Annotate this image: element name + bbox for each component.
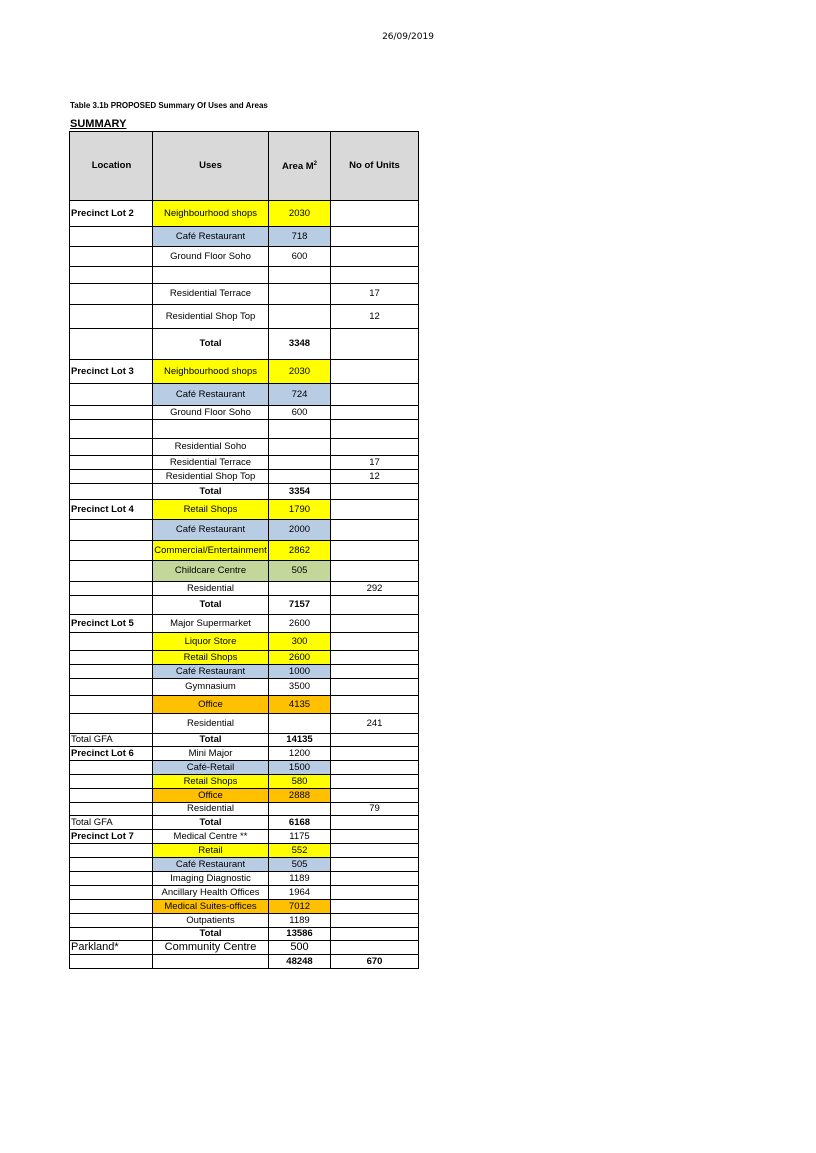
cell-use: Gymnasium	[153, 679, 269, 696]
cell-units	[331, 872, 419, 886]
cell-use: Imaging Diagnostic	[153, 872, 269, 886]
cell-use: Residential	[153, 714, 269, 734]
cell-area: 2000	[269, 520, 331, 541]
cell-area: 1790	[269, 500, 331, 520]
cell-location: Total GFA	[70, 734, 153, 747]
table-row	[70, 406, 419, 420]
cell-area: 600	[269, 406, 331, 420]
table-row	[70, 714, 419, 734]
cell-use: Ground Floor Soho	[153, 406, 269, 420]
cell-location	[70, 227, 153, 247]
cell-units	[331, 633, 419, 651]
cell-location: Precinct Lot 2	[70, 201, 153, 227]
cell-location	[70, 456, 153, 470]
cell-area: 580	[269, 775, 331, 789]
cell-location	[70, 329, 153, 360]
table-row	[70, 420, 419, 439]
cell-use: Total	[153, 734, 269, 747]
cell-area: 3348	[269, 329, 331, 360]
cell-area: 2862	[269, 541, 331, 561]
cell-location	[70, 844, 153, 858]
cell-units	[331, 520, 419, 541]
cell-use: Office	[153, 696, 269, 714]
cell-units	[331, 329, 419, 360]
cell-location	[70, 596, 153, 615]
cell-location	[70, 928, 153, 941]
cell-area	[269, 305, 331, 329]
cell-units	[331, 761, 419, 775]
cell-location	[70, 886, 153, 900]
cell-use: Retail Shops	[153, 775, 269, 789]
cell-location	[70, 789, 153, 803]
cell-units	[331, 201, 419, 227]
cell-location: Precinct Lot 7	[70, 830, 153, 844]
summary-table	[69, 131, 419, 969]
cell-units	[331, 541, 419, 561]
cell-units: 292	[331, 582, 419, 596]
cell-use: Total	[153, 928, 269, 941]
cell-area	[269, 267, 331, 284]
cell-use: Residential Terrace	[153, 456, 269, 470]
cell-area	[269, 714, 331, 734]
cell-units	[331, 651, 419, 665]
cell-area: 300	[269, 633, 331, 651]
cell-use: Café-Retail	[153, 761, 269, 775]
cell-location	[70, 679, 153, 696]
cell-units: 17	[331, 284, 419, 305]
table-row	[70, 596, 419, 615]
cell-units: 12	[331, 470, 419, 484]
cell-units	[331, 267, 419, 284]
cell-units	[331, 789, 419, 803]
table-row	[70, 227, 419, 247]
cell-location	[70, 858, 153, 872]
cell-units	[331, 360, 419, 384]
cell-location	[70, 633, 153, 651]
cell-area: 4135	[269, 696, 331, 714]
cell-area	[269, 456, 331, 470]
cell-units	[331, 484, 419, 500]
cell-units	[331, 406, 419, 420]
cell-area: 7157	[269, 596, 331, 615]
cell-units	[331, 665, 419, 679]
cell-area: 48248	[269, 955, 331, 969]
cell-location	[70, 561, 153, 582]
cell-use: Total	[153, 484, 269, 500]
cell-location: Total GFA	[70, 816, 153, 830]
table-row	[70, 329, 419, 360]
table-row	[70, 900, 419, 914]
cell-location	[70, 955, 153, 969]
cell-area: 2888	[269, 789, 331, 803]
table-row	[70, 384, 419, 406]
header-units: No of Units	[331, 132, 419, 201]
table-row	[70, 679, 419, 696]
cell-units	[331, 734, 419, 747]
cell-units	[331, 941, 419, 955]
cell-location	[70, 406, 153, 420]
cell-use: Community Centre	[153, 941, 269, 955]
cell-location	[70, 900, 153, 914]
cell-location	[70, 470, 153, 484]
header-area: Area $M^2$	[269, 132, 331, 201]
cell-use: Retail	[153, 844, 269, 858]
cell-use: Commercial/Entertainment	[153, 541, 269, 561]
cell-location	[70, 520, 153, 541]
cell-area: 552	[269, 844, 331, 858]
cell-use: Liquor Store	[153, 633, 269, 651]
cell-location	[70, 665, 153, 679]
cell-units	[331, 227, 419, 247]
cell-units	[331, 928, 419, 941]
cell-location	[70, 484, 153, 500]
cell-location	[70, 439, 153, 456]
cell-area: 3354	[269, 484, 331, 500]
cell-units	[331, 384, 419, 406]
table-row	[70, 582, 419, 596]
table-row	[70, 500, 419, 520]
cell-use: Residential Shop Top	[153, 470, 269, 484]
table-row	[70, 696, 419, 714]
cell-units: 17	[331, 456, 419, 470]
cell-units	[331, 696, 419, 714]
cell-area	[269, 470, 331, 484]
table-row	[70, 615, 419, 633]
table-row	[70, 775, 419, 789]
cell-use: Café Restaurant	[153, 665, 269, 679]
cell-use: Residential	[153, 803, 269, 816]
cell-units	[331, 439, 419, 456]
cell-area	[269, 582, 331, 596]
table-row	[70, 734, 419, 747]
cell-units	[331, 247, 419, 267]
cell-units	[331, 500, 419, 520]
cell-location	[70, 582, 153, 596]
cell-use: Outpatients	[153, 914, 269, 928]
cell-location	[70, 305, 153, 329]
cell-use: Medical Suites-offices	[153, 900, 269, 914]
cell-location	[70, 714, 153, 734]
cell-location	[70, 420, 153, 439]
table-row	[70, 633, 419, 651]
cell-area: 2030	[269, 201, 331, 227]
cell-area: 600	[269, 247, 331, 267]
cell-units: 670	[331, 955, 419, 969]
table-row	[70, 928, 419, 941]
cell-location: Precinct Lot 3	[70, 360, 153, 384]
header-uses: Uses	[153, 132, 269, 201]
cell-units	[331, 679, 419, 696]
cell-units	[331, 830, 419, 844]
cell-location	[70, 247, 153, 267]
cell-area: 1000	[269, 665, 331, 679]
cell-units	[331, 775, 419, 789]
cell-area: 1200	[269, 747, 331, 761]
cell-units	[331, 561, 419, 582]
cell-area: 718	[269, 227, 331, 247]
print-date: 26/09/2019	[382, 32, 434, 42]
cell-area: 7012	[269, 900, 331, 914]
cell-area: 2600	[269, 651, 331, 665]
cell-location	[70, 384, 153, 406]
table-row	[70, 561, 419, 582]
cell-units: 79	[331, 803, 419, 816]
cell-use: Childcare Centre	[153, 561, 269, 582]
cell-units: 241	[331, 714, 419, 734]
cell-use: Café Restaurant	[153, 520, 269, 541]
table-row	[70, 914, 419, 928]
table-row	[70, 941, 419, 955]
table-row	[70, 789, 419, 803]
cell-area: 6168	[269, 816, 331, 830]
cell-area	[269, 284, 331, 305]
cell-use: Total	[153, 329, 269, 360]
table-row	[70, 541, 419, 561]
cell-use: Café Restaurant	[153, 384, 269, 406]
cell-area: 2600	[269, 615, 331, 633]
cell-area: 1175	[269, 830, 331, 844]
cell-area: 1189	[269, 872, 331, 886]
cell-units: 12	[331, 305, 419, 329]
cell-use: Ancillary Health Offices	[153, 886, 269, 900]
cell-area: 505	[269, 858, 331, 872]
cell-location	[70, 696, 153, 714]
cell-location: Parkland*	[70, 941, 153, 955]
cell-area: 2030	[269, 360, 331, 384]
table-row	[70, 267, 419, 284]
table-row	[70, 955, 419, 969]
cell-use: Total	[153, 596, 269, 615]
table-row	[70, 520, 419, 541]
cell-area	[269, 439, 331, 456]
cell-area: 13586	[269, 928, 331, 941]
table-row	[70, 439, 419, 456]
cell-area: 3500	[269, 679, 331, 696]
table-row	[70, 360, 419, 384]
cell-use: Neighbourhood shops	[153, 201, 269, 227]
table-row	[70, 665, 419, 679]
cell-area: 1964	[269, 886, 331, 900]
cell-location: Precinct Lot 6	[70, 747, 153, 761]
cell-location	[70, 267, 153, 284]
cell-units	[331, 914, 419, 928]
cell-use: Total	[153, 816, 269, 830]
cell-use: Residential Soho	[153, 439, 269, 456]
cell-use: Residential Shop Top	[153, 305, 269, 329]
cell-area	[269, 803, 331, 816]
table-row	[70, 247, 419, 267]
cell-use: Café Restaurant	[153, 858, 269, 872]
cell-units	[331, 747, 419, 761]
table-row	[70, 844, 419, 858]
cell-area: 500	[269, 941, 331, 955]
cell-use: Medical Centre **	[153, 830, 269, 844]
cell-units	[331, 886, 419, 900]
table-row	[70, 747, 419, 761]
cell-location	[70, 914, 153, 928]
cell-units	[331, 615, 419, 633]
table-row	[70, 456, 419, 470]
cell-use	[153, 955, 269, 969]
cell-location	[70, 775, 153, 789]
cell-use: Mini Major	[153, 747, 269, 761]
table-row	[70, 830, 419, 844]
cell-use: Office	[153, 789, 269, 803]
table-row	[70, 886, 419, 900]
cell-area: 14135	[269, 734, 331, 747]
cell-use: Retail Shops	[153, 651, 269, 665]
cell-location	[70, 284, 153, 305]
cell-units	[331, 420, 419, 439]
cell-location: Precinct Lot 4	[70, 500, 153, 520]
cell-use: Café Restaurant	[153, 227, 269, 247]
cell-location	[70, 651, 153, 665]
cell-use: Neighbourhood shops	[153, 360, 269, 384]
cell-use: Residential	[153, 582, 269, 596]
cell-units	[331, 900, 419, 914]
cell-use: Retail Shops	[153, 500, 269, 520]
table-title: Table 3.1b PROPOSED Summary Of Uses and Areas	[70, 101, 268, 110]
cell-area	[269, 420, 331, 439]
cell-units	[331, 816, 419, 830]
table-row	[70, 761, 419, 775]
table-row	[70, 858, 419, 872]
table-row	[70, 803, 419, 816]
cell-location	[70, 803, 153, 816]
table-row	[70, 816, 419, 830]
cell-area: 724	[269, 384, 331, 406]
table-row	[70, 305, 419, 329]
cell-area: 505	[269, 561, 331, 582]
table-header-row	[70, 132, 419, 201]
table-row	[70, 484, 419, 500]
table-row	[70, 651, 419, 665]
cell-units	[331, 844, 419, 858]
cell-use	[153, 267, 269, 284]
cell-units	[331, 596, 419, 615]
cell-units	[331, 858, 419, 872]
table-row	[70, 201, 419, 227]
cell-use	[153, 420, 269, 439]
cell-use: Residential Terrace	[153, 284, 269, 305]
header-location: Location	[70, 132, 153, 201]
cell-location	[70, 541, 153, 561]
table-row	[70, 284, 419, 305]
table-row	[70, 872, 419, 886]
cell-area: 1500	[269, 761, 331, 775]
cell-location	[70, 872, 153, 886]
cell-area: 1189	[269, 914, 331, 928]
cell-location	[70, 761, 153, 775]
cell-use: Major Supermarket	[153, 615, 269, 633]
table-row	[70, 470, 419, 484]
summary-heading: SUMMARY	[70, 118, 127, 130]
cell-use: Ground Floor Soho	[153, 247, 269, 267]
cell-location: Precinct Lot 5	[70, 615, 153, 633]
